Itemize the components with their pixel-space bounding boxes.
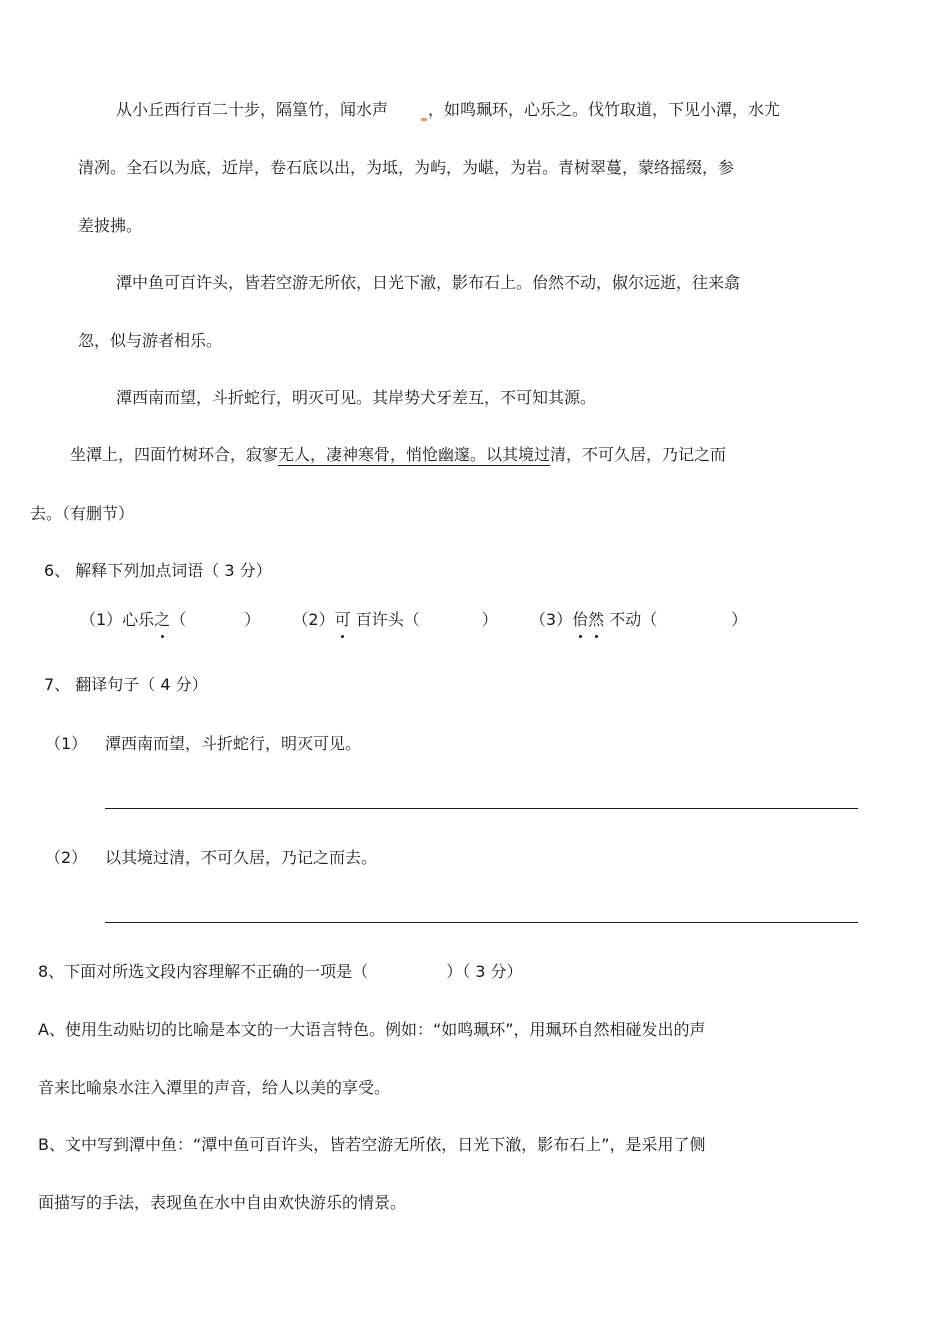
q6-item-2: （2）可 百许头（ ） [292,610,498,629]
q6-item-1: （1）心乐之（ ） [80,610,261,629]
option-b-line: B、文中写到潭中鱼：“潭中鱼可百许头，皆若空游无所依，日光下澈，影布石上”，是采用了侧 [38,1135,706,1154]
question-6-title: 6、 解释下列加点词语（ 3 分） [44,561,272,580]
passage-line: 去。（有删节） [30,504,135,523]
question-7-title: 7、 翻译句子（ 4 分） [44,675,208,694]
passage-text: 清，不可久居，乃记之而 [550,445,727,464]
underlined-phrase: 无人，凄神寒骨，悄怆幽邃。以其境过 [278,445,551,464]
q7-sentence-1: 潭西南而望，斗折蛇行，明灭可见。 [105,734,362,753]
q6-item-3: （3）佁然 不动（ ） [529,610,748,629]
passage-line: 清冽。全石以为底，近岸，卷石底以出，为坻，为屿，为嵁，为岩。青树翠蔓，蒙络摇缀，参 [78,158,735,177]
question-6-items [80,609,747,631]
option-a-line: 音来比喻泉水注入潭里的声音，给人以美的享受。 [38,1078,391,1097]
question-8-title: 8、下面对所选文段内容理解不正确的一项是（ ）（ 3 分） [38,962,523,981]
passage-line: 潭中鱼可百许头，皆若空游无所依，日光下澈，影布石上。佁然不动，俶尔远逝，往来翕 [116,273,741,292]
answer-line[interactable] [105,808,858,809]
passage-line: 潭西南而望，斗折蛇行，明灭可见。其岸势犬牙差互，不可知其源。 [116,388,597,407]
passage-line: 差披拂。 [78,216,143,235]
dotted-word: 然 [588,610,605,629]
q7-sentence-1-number: （1） [45,734,88,753]
option-a-line: A、使用生动贴切的比喻是本文的一大语言特色。例如：“如鸣珮环”，用珮环自然相碰发出的声 [38,1020,706,1039]
passage-line [116,99,780,121]
dotted-word: 之 [154,610,171,629]
passage-text: 坐潭上，四面竹树环合，寂寥 [70,445,279,464]
passage-line [70,444,726,466]
dotted-word: 可 [334,610,351,629]
dotted-word: 佁 [572,610,589,629]
q7-sentence-2-number: （2） [45,848,88,867]
option-b-line: 面描写的手法，表现鱼在水中自由欢快游乐的情景。 [38,1193,407,1212]
q7-sentence-2: 以其境过清，不可久居，乃记之而去。 [105,848,378,867]
scan-mark [421,118,427,121]
passage-line: 忽，似与游者相乐。 [78,331,223,350]
passage-text: 从小丘西行百二十步，隔篁竹，闻水声 [116,100,389,119]
passage-text: ，如鸣珮环，心乐之。伐竹取道，下见小潭，水尤 [428,100,781,119]
answer-line[interactable] [105,922,858,923]
